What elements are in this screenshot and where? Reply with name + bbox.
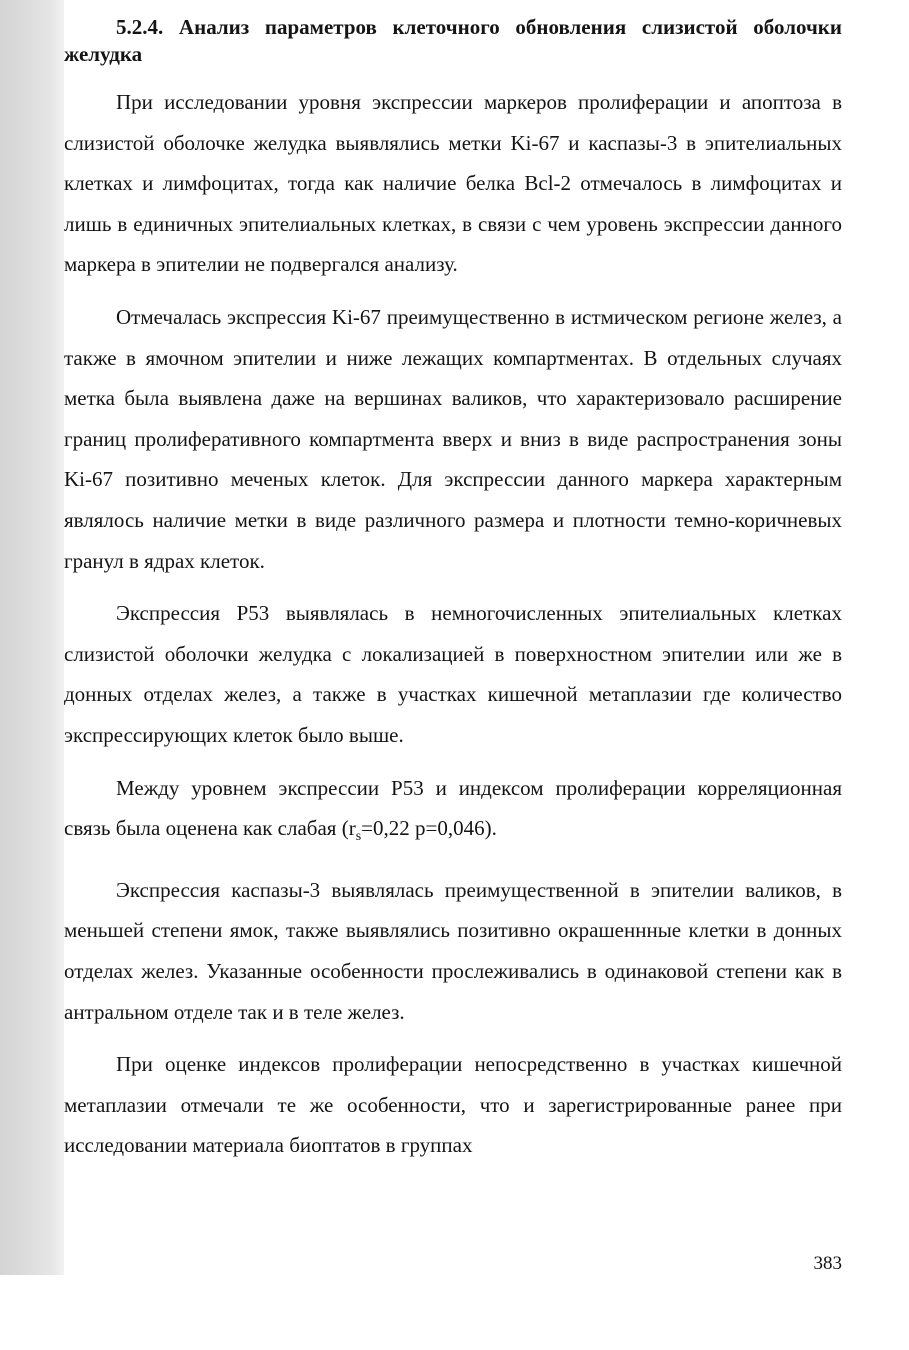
- paragraph-3: Экспрессия P53 выявлялась в немногочисленных эпителиальных клетках слизистой оболочки желудка с локализацией в поверхностном эпителии или же в донных отделах желез, а также в участках кишечной метаплазии где количество экспрессирующих клеток было выше.: [64, 601, 842, 747]
- paragraph-1: При исследовании уровня экспрессии маркеров пролиферации и апоптоза в слизистой оболочке желудка выявлялись метки Ki-67 и каспазы-3 в эпителиальных клетках и лимфоцитах, тогда как наличие белка Bcl-2 отмечалось в лимфоцитах и лишь в единичных эпителиальных клетках, в связи с чем уровень экспрессии данного маркера в эпителии не подвергался анализу.: [64, 90, 842, 277]
- scan-edge-shadow: [0, 0, 64, 1275]
- paragraph-4-text: Между уровнем экспрессии P53 и индексом пролиферации корреляционная связь была оценена как слабая (r: [64, 775, 842, 841]
- correlation-values: =0,22 p=0,046).: [361, 816, 497, 841]
- paragraph-4: [64, 768, 842, 858]
- paragraph-6: При оценке индексов пролиферации непосредственно в участках кишечной метаплазии отмечали те же особенности, что и зарегистрированные ранее при исследовании материала биоптатов в группах: [64, 1052, 842, 1158]
- correlation-subscript: s: [355, 829, 362, 845]
- document-page: [64, 14, 842, 1178]
- paragraph-5: Экспрессия каспазы-3 выявлялась преимущественной в эпителии валиков, в меньшей степени ямок, также выявлялись позитивно окрашеннные клетки в донных отделах желез. Указанные особенности прослеживались в одинаковой степени как в антральном отделе так и в теле желез.: [64, 877, 842, 1024]
- paragraph-2: Отмечалась экспрессия Ki-67 преимущественно в истмическом регионе желез, а также в ямочном эпителии и ниже лежащих компартментах. В отдельных случаях метка была выявлена даже на вершинах валиков, что характеризовало расширение границ пролиферативного компартмента вверх и вниз в виде распространения зоны Ki-67 позитивно меченых клеток. Для экспрессии данного маркера характерным являлось наличие метки в виде различного размера и плотности темно-коричневых гранул в ядрах клеток.: [64, 304, 842, 573]
- page-number: 383: [813, 1253, 842, 1274]
- section-heading: 5.2.4. Анализ параметров клеточного обновления слизистой оболочки желудка: [64, 15, 842, 66]
